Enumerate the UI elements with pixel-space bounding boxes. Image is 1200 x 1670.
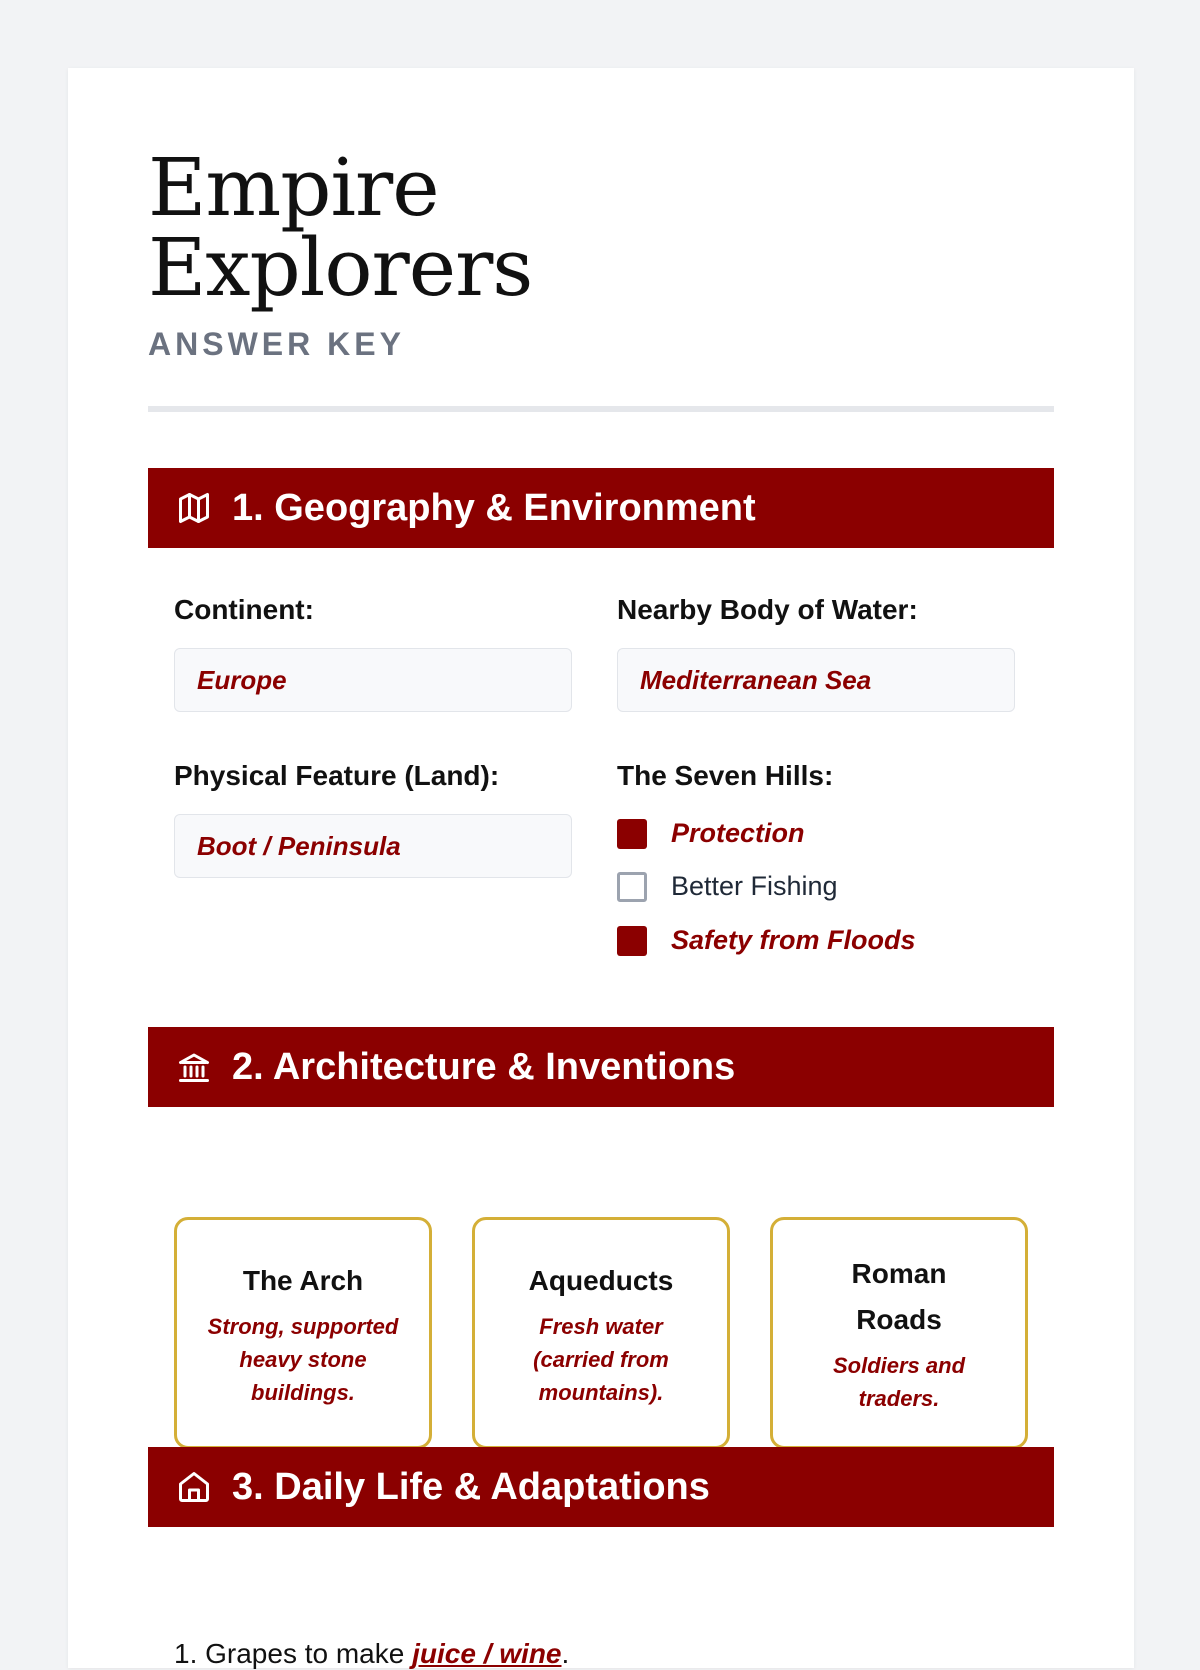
feature-label: Physical Feature (Land): — [174, 760, 500, 791]
tile-answer: Fresh water (carried from mountains). — [533, 1313, 669, 1405]
checkbox-checked[interactable] — [617, 819, 647, 849]
question-answer: juice / wine — [412, 1638, 562, 1669]
section-header-architecture — [148, 1027, 1054, 1107]
home-icon — [174, 1467, 214, 1507]
option-label: Protection — [671, 818, 805, 848]
question-prefix: 1. Grapes to make — [174, 1638, 413, 1669]
worksheet-card — [68, 68, 1134, 1668]
invention-tile-aqueducts — [472, 1217, 730, 1449]
header-divider — [148, 406, 1054, 412]
feature-field[interactable] — [174, 814, 572, 878]
tile-title: The Arch — [242, 1264, 364, 1296]
tile-answer: Soldiers and traders. — [832, 1353, 966, 1411]
question-suffix: . — [561, 1638, 570, 1669]
title-line-2: Explorers — [148, 221, 533, 314]
continent-label: Continent: — [174, 594, 314, 625]
hills-label: The Seven Hills: — [617, 760, 834, 791]
title-line-1: Empire — [148, 141, 439, 234]
continent-field[interactable] — [174, 648, 572, 712]
water-answer: Mediterranean Sea — [640, 664, 872, 695]
hills-option-floods[interactable] — [617, 925, 916, 956]
section-header-daily-life — [148, 1447, 1054, 1527]
water-label: Nearby Body of Water: — [617, 594, 918, 625]
page-subtitle: ANSWER KEY — [148, 326, 405, 362]
invention-tile-roads — [770, 1217, 1028, 1449]
option-label: Safety from Floods — [671, 925, 916, 955]
section-title: 3. Daily Life & Adaptations — [232, 1465, 710, 1508]
tile-title: Aqueducts — [528, 1264, 674, 1296]
water-field[interactable] — [617, 648, 1015, 712]
hills-option-protection[interactable] — [617, 818, 805, 849]
continent-answer: Europe — [197, 664, 287, 695]
columns-building-icon — [174, 1047, 214, 1087]
map-icon — [174, 488, 214, 528]
section-header-geography — [148, 468, 1054, 548]
hills-option-fishing[interactable] — [617, 871, 838, 902]
feature-answer: Boot / Peninsula — [197, 830, 401, 861]
tile-answer: Strong, supported heavy stone buildings. — [207, 1313, 399, 1405]
checkbox-unchecked[interactable] — [617, 872, 647, 902]
section-title: 2. Architecture & Inventions — [232, 1045, 736, 1088]
tile-title: Roman Roads — [851, 1258, 947, 1335]
invention-tile-arch — [174, 1217, 432, 1449]
checkbox-checked[interactable] — [617, 926, 647, 956]
page-title — [148, 141, 533, 314]
daily-life-question-1 — [174, 1638, 569, 1670]
option-label: Better Fishing — [671, 871, 838, 901]
section-title: 1. Geography & Environment — [232, 486, 756, 529]
